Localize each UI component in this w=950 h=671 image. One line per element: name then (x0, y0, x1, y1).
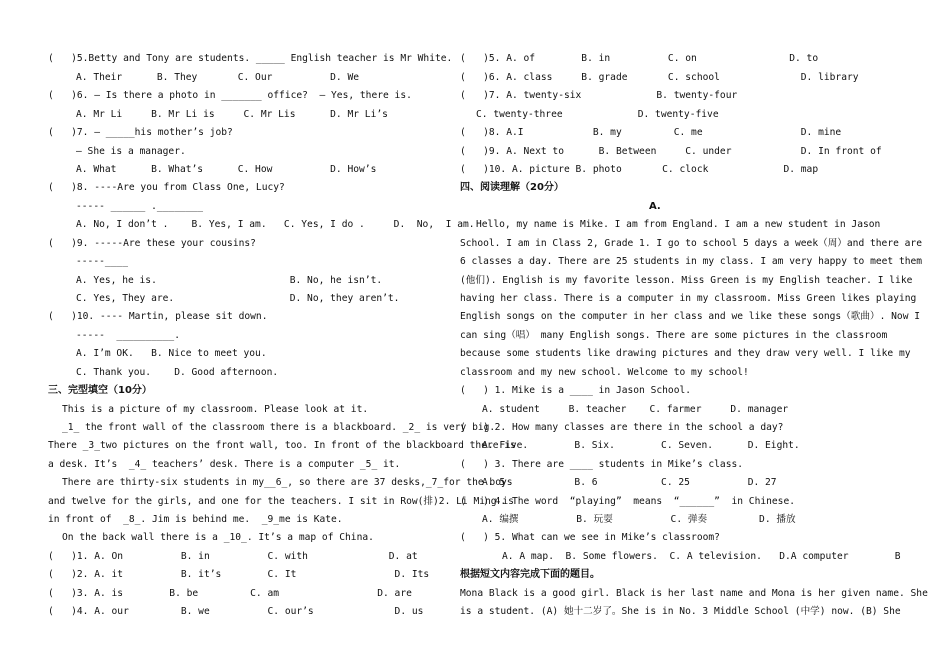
text-line: ( )2. A. it B. it’s C. It D. Its (48, 569, 430, 580)
text-line: A. What B. What’s C. How D. How’s (76, 164, 377, 175)
text-line: This is a picture of my classroom. Please look at it. (62, 404, 369, 415)
text-line: A. Their B. They C. Our D. We (76, 72, 360, 83)
text-line: Hello, my name is Mike. I am from England. I am a new student in Jason (476, 219, 881, 230)
text-line: A. student B. teacher C. farmer D. manager (482, 404, 789, 415)
text-line: and twelve for the girls, and one for the teachers. I sit in Row(排)2. Li Ming is (48, 496, 514, 507)
text-line: ( ) 3. There are ____ students in Mike’s class. (460, 459, 744, 470)
section-heading: 根据短文内容完成下面的题目。 (460, 569, 600, 580)
text-line: (他们). English is my favorite lesson. Miss Green is my English teacher. I like (460, 275, 913, 286)
text-line: ----- __________. (76, 330, 180, 341)
text-line: A. Mr Li B. Mr Li is C. Mr Lis D. Mr Li’s (76, 109, 388, 120)
text-line: because some students like drawing pictures and they draw very well. I like my (460, 348, 911, 359)
text-line: ( )7. — _____his mother’s job? (48, 127, 233, 138)
text-line: a desk. It’s _4_ teachers’ desk. There is a computer _5_ it. (48, 459, 401, 470)
text-line: ----- ______ .________ (76, 201, 204, 212)
text-line: ( )8. ----Are you from Class One, Lucy? (48, 182, 285, 193)
text-line: On the back wall there is a _10_. It’s a map of China. (62, 532, 374, 543)
section-heading: 三、完型填空（10分） (48, 385, 152, 396)
text-line: English songs on the computer in her class and we like these songs（歌曲）. Now I (460, 311, 921, 322)
text-line: ( ) 4. The word “playing” means “______” in Chinese. (460, 496, 796, 507)
text-line: having her class. There is a computer in my classroom. Miss Green likes playing (460, 293, 917, 304)
text-line: A. 编撰 B. 玩耍 C. 弹奏 D. 播放 (482, 514, 796, 525)
text-line: C. Yes, They are. D. No, they aren’t. (76, 293, 400, 304)
text-line: A. Yes, he is. B. No, he isn’t. (76, 275, 383, 286)
text-line: A. No, I don’t . B. Yes, I am. C. Yes, I do . D. No, I am. (76, 219, 475, 230)
text-line: There _3_two pictures on the front wall, too. In front of the blackboard there is (48, 440, 516, 451)
text-line: can sing（唱） many English songs. There are some pictures in the classroom (460, 330, 888, 341)
text-line: ( )6. — Is there a photo in _______ office? — Yes, there is. (48, 90, 412, 101)
text-line: -----____ (76, 256, 128, 267)
text-line: ( )8. A.I B. my C. me D. mine (460, 127, 842, 138)
text-line: ( )10. A. picture B. photo C. clock D. map (460, 164, 819, 175)
text-line: ( )9. -----Are these your cousins? (48, 238, 256, 249)
text-line: _1_ the front wall of the classroom there is a blackboard. _2_ is very big. (62, 422, 496, 433)
text-line: ( )9. A. Next to B. Between C. under D. In front of (460, 146, 882, 157)
text-line: A. Five. B. Six. C. Seven. D. Eight. (482, 440, 800, 451)
text-line: ( )10. ---- Martin, please sit down. (48, 311, 268, 322)
text-line: 6 classes a day. There are 25 students in my class. I am very happy to meet them (460, 256, 923, 267)
text-line: ( )5. A. of B. in C. on D. to (460, 53, 819, 64)
text-line: C. Thank you. D. Good afternoon. (76, 367, 279, 378)
text-line: ( ) 5. What can we see in Mike’s classroom? (460, 532, 720, 543)
text-line: ( )3. A. is B. be C. am D. are (48, 588, 412, 599)
text-line: A. 5 B. 6 C. 25 D. 27 (482, 477, 777, 488)
text-line: ( )4. A. our B. we C. our’s D. us (48, 606, 424, 617)
text-line: — She is a manager. (76, 146, 186, 157)
text-line: A. A map. B. Some flowers. C. A television. D.A computer B (502, 551, 901, 562)
section-heading: A. (649, 201, 661, 212)
text-line: ( ) 1. Mike is a ____ in Jason School. (460, 385, 692, 396)
text-line: There are thirty-six students in my__6_, so there are 37 desks,_7_for the boys (62, 477, 513, 488)
text-line: ( ) 2. How many classes are there in the school a day? (460, 422, 784, 433)
text-line: classroom and my new school. Welcome to my school! (460, 367, 749, 378)
text-line: ( )5.Betty and Tony are students. _____ English teacher is Mr White. (48, 53, 453, 64)
text-line: A. I’m OK. B. Nice to meet you. (76, 348, 267, 359)
text-line: Mona Black is a good girl. Black is her last name and Mona is her given name. She (460, 588, 928, 599)
text-line: is a student. (A) 她十二岁了。She is in No. 3 Middle School (中学) now. (B) She (460, 606, 901, 617)
section-heading: 四、阅读理解（20分） (460, 182, 564, 193)
text-line: C. twenty-three D. twenty-five (476, 109, 719, 120)
text-line: in front of _8_. Jim is behind me. _9_me is Kate. (48, 514, 343, 525)
text-line: ( )1. A. On B. in C. with D. at (48, 551, 418, 562)
text-line: ( )6. A. class B. grade C. school D. library (460, 72, 859, 83)
text-line: ( )7. A. twenty-six B. twenty-four (460, 90, 738, 101)
text-line: School. I am in Class 2, Grade 1. I go to school 5 days a week（周）and there are (460, 238, 922, 249)
